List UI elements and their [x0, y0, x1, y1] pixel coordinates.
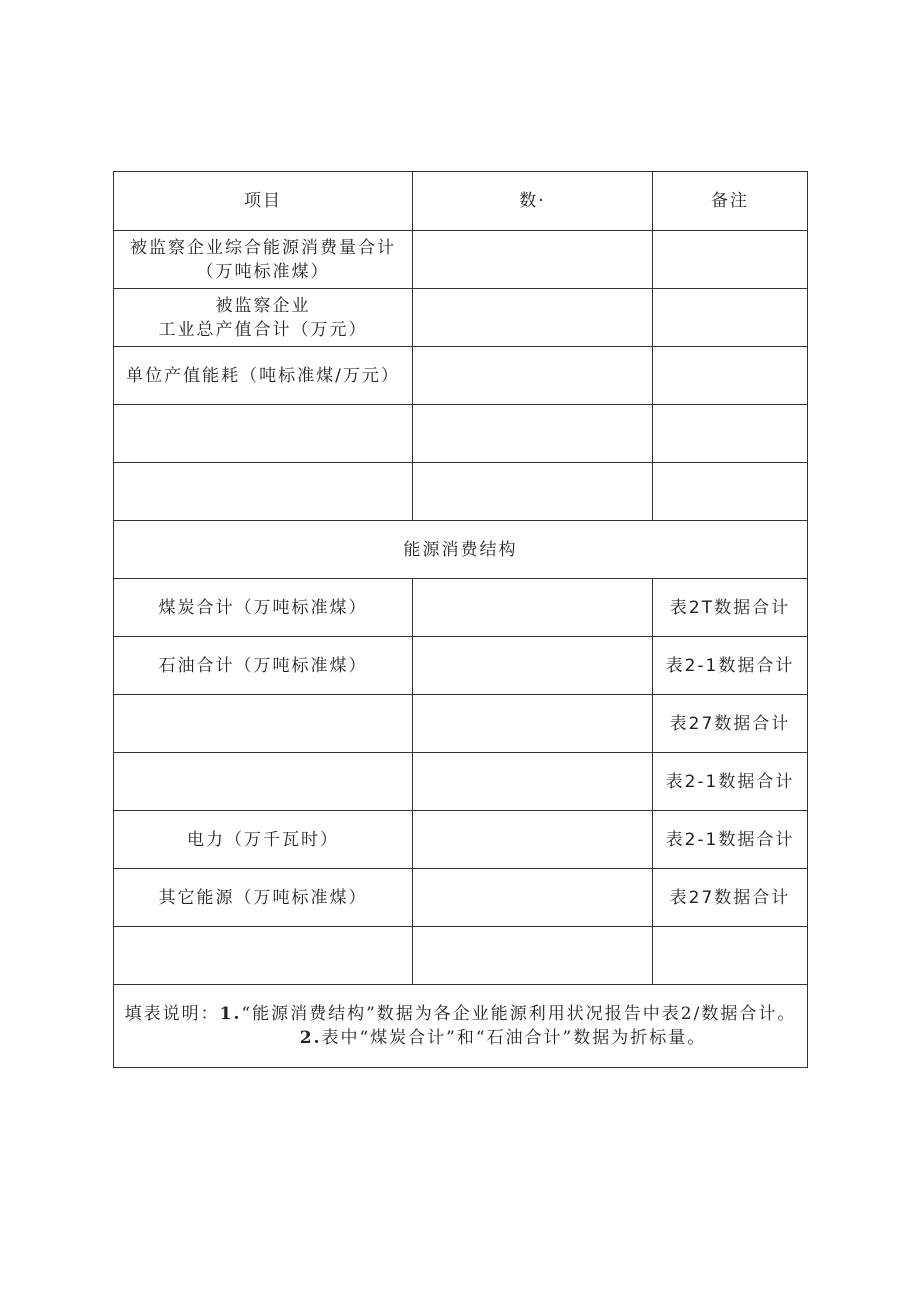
table-row [114, 811, 808, 869]
row-remark-cell: 表2-1数据合计 [653, 811, 808, 869]
header-item: 项目 [114, 172, 413, 231]
note-number-1: 1. [219, 1004, 242, 1024]
table-row [114, 927, 808, 985]
row-remark-cell: 表2-1数据合计 [653, 753, 808, 811]
note-line-2 [118, 1026, 803, 1050]
row-value-cell [413, 753, 653, 811]
table-row [114, 463, 808, 521]
row-item-industrial-output [114, 289, 413, 347]
note-text-1: “能源消费结构”数据为各企业能源利用状况报告中表2/数据合计。 [241, 1004, 797, 1024]
row-item-coal: 煤炭合计（万吨标准煤） [114, 579, 413, 637]
row-remark-cell [653, 463, 808, 521]
row-remark-cell [653, 289, 808, 347]
notes-row [114, 985, 808, 1068]
row-item-unit-energy: 单位产值能耗（吨标准煤/万元） [114, 347, 413, 405]
note-line-1 [118, 1002, 803, 1026]
row-item-empty [114, 463, 413, 521]
energy-consumption-table [113, 171, 808, 1068]
row-value-cell [413, 405, 653, 463]
row-value-cell [413, 463, 653, 521]
table-row [114, 579, 808, 637]
table-row [114, 637, 808, 695]
row-remark-cell: 表27数据合计 [653, 695, 808, 753]
row-value-cell [413, 289, 653, 347]
row-remark-cell: 表2-1数据合计 [653, 637, 808, 695]
row-value-cell [413, 231, 653, 289]
filling-instructions [114, 985, 808, 1068]
row-item-empty [114, 927, 413, 985]
table-row [114, 231, 808, 289]
row-remark-cell [653, 231, 808, 289]
table-row [114, 869, 808, 927]
note-prefix: 填表说明： [124, 1004, 220, 1024]
row-item-empty [114, 695, 413, 753]
table-row [114, 289, 808, 347]
section-title-row [114, 521, 808, 579]
row-value-cell [413, 579, 653, 637]
note-text-2: 表中“煤炭合计”和“石油合计”数据为折标量。 [321, 1028, 707, 1048]
row-item-oil: 石油合计（万吨标准煤） [114, 637, 413, 695]
row-item-line1: 被监察企业 [215, 295, 311, 316]
section-title-energy-structure: 能源消费结构 [114, 521, 808, 579]
row-item-other-energy: 其它能源（万吨标准煤） [114, 869, 413, 927]
row-remark-cell [653, 927, 808, 985]
row-value-cell [413, 695, 653, 753]
row-item-line2: 工业总产值合计（万元） [158, 319, 368, 340]
table-row [114, 405, 808, 463]
row-remark-cell: 表27数据合计 [653, 869, 808, 927]
table-row [114, 695, 808, 753]
row-item-electricity: 电力（万千瓦时） [114, 811, 413, 869]
row-value-cell [413, 869, 653, 927]
row-value-cell [413, 347, 653, 405]
row-remark-cell [653, 405, 808, 463]
row-item-empty [114, 753, 413, 811]
table-row [114, 347, 808, 405]
row-value-cell [413, 811, 653, 869]
row-item-empty [114, 405, 413, 463]
row-remark-cell [653, 347, 808, 405]
row-item-total-energy: 被监察企业综合能源消费量合计（万吨标准煤） [114, 231, 413, 289]
row-value-cell [413, 637, 653, 695]
row-remark-cell: 表2T数据合计 [653, 579, 808, 637]
note-number-2: 2. [299, 1028, 322, 1048]
header-remark: 备注 [653, 172, 808, 231]
row-value-cell [413, 927, 653, 985]
header-value: 数· [413, 172, 653, 231]
table-header-row [114, 172, 808, 231]
table-row [114, 753, 808, 811]
